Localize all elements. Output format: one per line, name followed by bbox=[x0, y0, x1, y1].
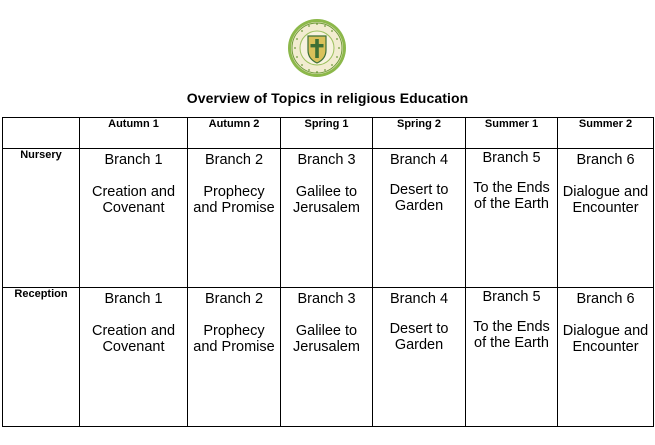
branch-label: Branch 6 bbox=[576, 291, 635, 307]
branch-label: Branch 5 bbox=[482, 150, 541, 166]
branch-label: Branch 4 bbox=[389, 152, 449, 168]
table-cell bbox=[80, 288, 188, 427]
table-row bbox=[3, 288, 654, 427]
topic-label: Prophecy and Promise bbox=[193, 184, 275, 216]
topic-label: To the Ends of the Earth bbox=[473, 319, 550, 351]
branch-label: Branch 3 bbox=[297, 291, 356, 307]
branch-label: Branch 5 bbox=[482, 289, 541, 305]
branch-label: Branch 1 bbox=[104, 291, 163, 307]
column-header-autumn-1: Autumn 1 bbox=[80, 118, 188, 149]
branch-label: Branch 2 bbox=[204, 291, 264, 307]
topics-table bbox=[2, 117, 654, 427]
table-cell bbox=[558, 149, 654, 288]
topic-label: Dialogue and Encounter bbox=[562, 184, 649, 216]
row-header-nursery: Nursery bbox=[3, 149, 80, 288]
corner-cell bbox=[3, 118, 80, 149]
table-cell bbox=[188, 288, 281, 427]
branch-label: Branch 2 bbox=[204, 152, 264, 168]
branch-label: Branch 3 bbox=[297, 152, 356, 168]
table-cell bbox=[281, 149, 373, 288]
column-header-summer-1: Summer 1 bbox=[466, 118, 558, 149]
topic-label: Desert to Garden bbox=[389, 321, 449, 353]
table-cell bbox=[80, 149, 188, 288]
topic-label: Desert to Garden bbox=[389, 182, 449, 214]
table-cell bbox=[373, 288, 466, 427]
topic-label: Galilee to Jerusalem bbox=[293, 184, 360, 216]
column-header-autumn-2: Autumn 2 bbox=[188, 118, 281, 149]
column-header-summer-2: Summer 2 bbox=[558, 118, 654, 149]
topic-label: To the Ends of the Earth bbox=[473, 180, 550, 212]
table-row bbox=[3, 149, 654, 288]
topic-label: Dialogue and Encounter bbox=[562, 323, 649, 355]
branch-label: Branch 4 bbox=[389, 291, 449, 307]
table-cell bbox=[188, 149, 281, 288]
column-header-spring-2: Spring 2 bbox=[373, 118, 466, 149]
table-cell bbox=[281, 288, 373, 427]
table-cell bbox=[373, 149, 466, 288]
topic-label: Creation and Covenant bbox=[91, 323, 176, 355]
row-header-reception: Reception bbox=[3, 288, 80, 427]
branch-label: Branch 6 bbox=[576, 152, 635, 168]
page-title: Overview of Topics in religious Education bbox=[186, 90, 469, 106]
branch-label: Branch 1 bbox=[104, 152, 163, 168]
column-header-spring-1: Spring 1 bbox=[281, 118, 373, 149]
table-cell bbox=[466, 288, 558, 427]
school-crest-icon bbox=[287, 18, 347, 78]
table-cell bbox=[558, 288, 654, 427]
table-header-row bbox=[3, 118, 654, 149]
topic-label: Creation and Covenant bbox=[91, 184, 176, 216]
topic-label: Prophecy and Promise bbox=[193, 323, 275, 355]
topic-label: Galilee to Jerusalem bbox=[293, 323, 360, 355]
table-cell bbox=[466, 149, 558, 288]
